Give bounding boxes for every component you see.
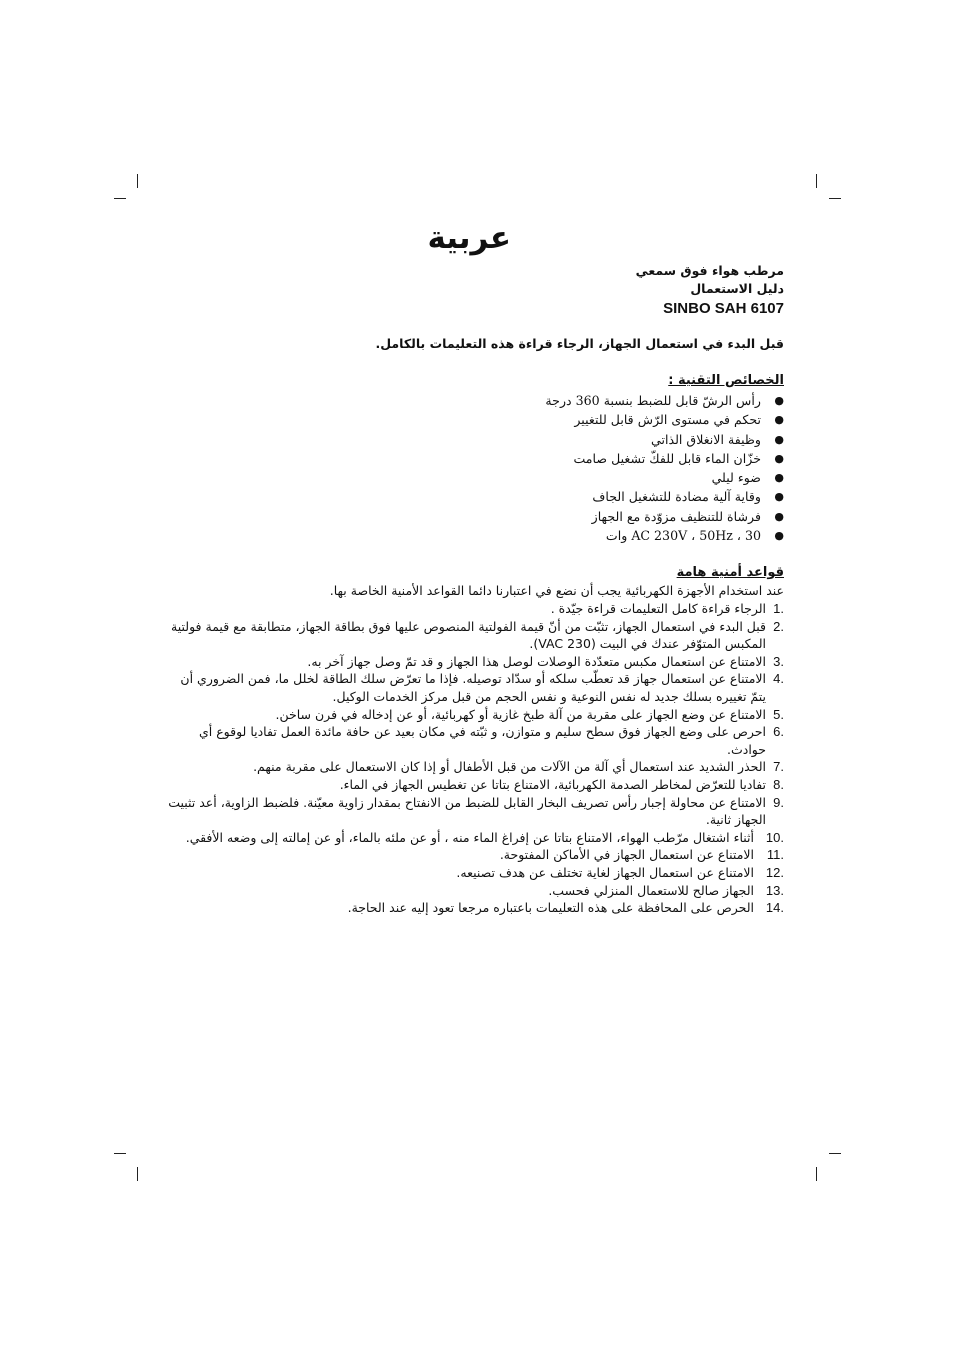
rule-text: الامتناع عن استعمال جهاز قد تعطّب سلكه أو سدّاد توصيله. فإذا ما تعرّض سلك الطاقة لخلل ما، فمن الضروري أن يتمّ تغييره بسلك جديد له نفس النوعية و نفس الحجم من قبل مركز الخدمات الوكيل. <box>180 671 766 704</box>
rule-number: 3. <box>773 653 784 669</box>
list-item <box>164 706 784 724</box>
crop-mark <box>114 1153 126 1154</box>
list-item <box>164 882 784 900</box>
safety-intro: عند استخدام الأجهزة الكهربائية يجب أن نضع في اعتبارنا دائما القواعد الأمنية الخاصة بها. <box>329 583 784 598</box>
list-item <box>164 899 784 917</box>
rule-text: تفاديا للتعرّض لمخاطر الصدمة الكهربائية، الامتناع بتاتا عن تغطيس الجهاز في الماء. <box>339 776 766 792</box>
list-item <box>164 829 784 847</box>
safety-rules-list <box>164 600 784 917</box>
page-title: عربية <box>427 220 511 256</box>
safety-heading: قواعد أمنية هامة <box>676 565 784 580</box>
bullet-icon: ● <box>774 529 784 543</box>
list-item <box>164 653 784 671</box>
rule-number: 7. <box>773 759 784 775</box>
bullet-icon: ● <box>774 394 784 407</box>
intro-text: قبل البدء في استعمال الجهاز، الرجاء قراءة هذه التعليمات بالكامل. <box>375 336 784 351</box>
bullet-icon: ● <box>774 413 784 427</box>
crop-mark <box>829 198 841 199</box>
rule-number: 10. <box>765 829 784 845</box>
rule-text: الامتناع عن استعمال مكبس متعدّدة الوصلات لوصل هذا الجهاز و قد تمّ وصل جهاز آخر به. <box>307 653 766 669</box>
rule-number: 5. <box>773 706 784 722</box>
crop-mark <box>829 1153 841 1154</box>
rule-number: 11. <box>766 847 784 863</box>
rule-text: قبل البدء في استعمال الجهاز، تثبّت من أنّ قيمة الفولتية المنصوص عليها فوق بطاقة الجهاز، متطابقة مع قيمة فولتية المكبس المتوّفر عندك في البيت (VAC 230). <box>171 618 766 652</box>
crop-mark <box>816 1167 817 1181</box>
rule-text: الامتناع عن وضع الجهاز على مقربة من آلة طبخ غازية أو كهربائية، أو عن إدخاله في فرن ساخن. <box>275 706 766 722</box>
rule-number: 9. <box>773 794 784 810</box>
rule-text: الامتناع عن استعمال الجهاز لغاية تختلف عن هدف تصنيعه. <box>456 864 754 880</box>
rule-text: الحرص على المحافظة على هذه التعليمات باعتباره مرجعا تعود إليه عند الحاجة. <box>347 900 754 916</box>
rule-number: 13. <box>765 882 784 898</box>
crop-mark <box>137 174 138 188</box>
rule-number: 4. <box>773 671 784 687</box>
bullet-icon: ● <box>774 509 784 523</box>
list-item <box>164 794 784 829</box>
list-item <box>164 618 784 653</box>
rule-number: 2. <box>773 618 784 634</box>
list-item <box>164 600 784 618</box>
list-item: ● رأس الرشّ قابل للضبط بنسبة 360 درجة <box>545 391 784 410</box>
manual-label: دليل الاستعمال <box>690 281 784 296</box>
product-header <box>636 262 784 319</box>
rule-number: 12. <box>765 864 784 880</box>
list-item <box>164 758 784 776</box>
rule-text: الامتناع عن محاولة إجبار رأس تصريف البخار القابل للضبط من الانفتاح بمقدار زاوية معيّنة. فلضبط الزاوية، أعد تثبيت الجهاز ثانية. <box>168 794 766 828</box>
bullet-icon: ● <box>774 490 784 504</box>
rule-text: أثناء اشتغال مرّطب الهواء، الامتناع بتاتا عن إفراغ الماء منه ، أو عن ملئه بالماء، أو عن إمالته إلى وضعه الأفقي. <box>185 829 754 845</box>
list-item <box>164 846 784 864</box>
list-item: ● فرشاة للتنظيف مزوّدة مع الجهاز <box>545 507 784 526</box>
list-item: ● وظيفة الانغلاق الذاتي <box>545 430 784 449</box>
list-item <box>164 864 784 882</box>
rule-text: الامتناع عن استعمال الجهاز في الأماكن المفتوحة. <box>499 847 754 863</box>
list-item: ● وقاية آلية مضادة للتشغيل الجاف <box>545 487 784 506</box>
list-item: ● AC 230V ، 50Hz ، 30 وات <box>545 526 784 545</box>
model-number: SINBO SAH 6107 <box>663 300 784 317</box>
rule-text: احرص على وضع الجهاز فوق سطح سليم و متوازن، و ثبّته في مكان بعيد عن حافة مائدة العمل تفاديا لوقوع أي حوادث. <box>198 724 766 757</box>
rule-text: الحذر الشديد عند استعمال أي آلة من الآلات من قبل الأطفال أو إذا كان الاستعمال على مقربة منهم. <box>253 759 766 775</box>
list-item <box>164 723 784 758</box>
bullet-icon: ● <box>774 432 784 446</box>
rule-number: 14. <box>765 900 784 916</box>
crop-mark <box>137 1167 138 1181</box>
list-item <box>164 670 784 705</box>
rule-text: الجهاز صالح للاستعمال المنزلي فحسب. <box>548 882 754 898</box>
rule-number: 6. <box>773 724 784 740</box>
crop-mark <box>816 174 817 188</box>
list-item: ● تحكم في مستوى الرّش قابل للتغيير <box>545 410 784 429</box>
list-item <box>164 776 784 794</box>
bullet-icon: ● <box>774 451 784 465</box>
rule-number: 1. <box>773 601 784 616</box>
specs-heading: الخصائص التقنية : <box>668 373 784 388</box>
specs-list <box>545 391 784 545</box>
rule-number: 8. <box>773 776 784 792</box>
list-item: ● ضوء ليلي <box>545 468 784 487</box>
crop-mark <box>114 198 126 199</box>
product-name: مرطب هواء فوق سمعي <box>635 263 784 278</box>
list-item: ● خزّان الماء قابل للفكّ تشغيل صامت <box>545 449 784 468</box>
bullet-icon: ● <box>774 471 784 485</box>
rule-text: الرجاء قراءة كامل التعليمات قراءة جيّدة . <box>550 601 766 616</box>
